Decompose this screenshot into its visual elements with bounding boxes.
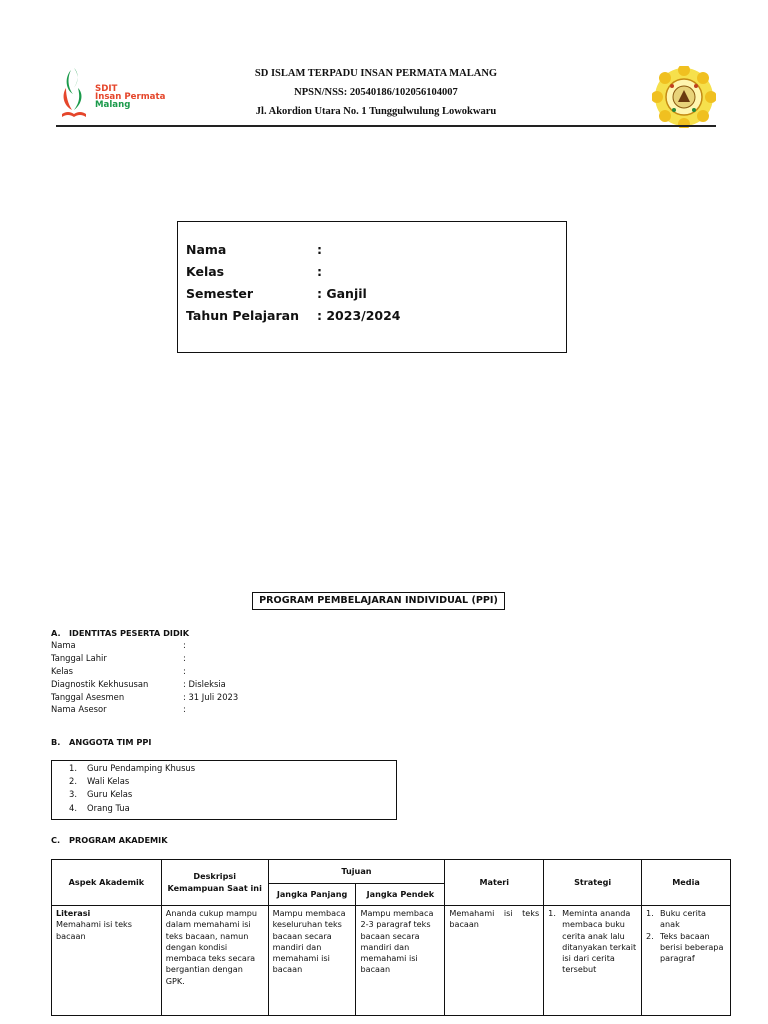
team-member: 3. Guru Kelas	[69, 789, 133, 800]
cell-aspek: Literasi Memahami isi teks bacaan	[52, 906, 162, 1016]
list-item: 1. Meminta ananda membaca buku cerita anak lalu ditanyakan terkait isi dari cerita tersebut	[548, 908, 637, 975]
header-jangka-pendek: Jangka Pendek	[356, 884, 445, 906]
student-cover-box: Nama : Kelas : Semester : Ganjil Tahun Pelajaran : 2023/2024	[177, 221, 567, 353]
cell-media	[642, 906, 731, 1016]
header-strategi: Strategi	[544, 860, 642, 906]
section-c-heading: C. PROGRAM AKADEMIK	[51, 835, 168, 845]
list-item: 1. Buku cerita anak	[646, 908, 707, 930]
header-materi: Materi	[445, 860, 544, 906]
school-npsn: NPSN/NSS: 20540186/102056104007	[294, 87, 458, 98]
team-list-box	[51, 760, 397, 820]
cell-strategi	[544, 906, 642, 1016]
header-aspek: Aspek Akademik	[52, 860, 162, 906]
section-a-heading: A. IDENTITAS PESERTA DIDIK	[51, 628, 190, 638]
school-logo-text: SDIT Insan Permata Malang	[95, 84, 166, 111]
cell-jangka-panjang: Mampu membaca keseluruhan teks bacaan secara mandiri dan memahami isi bacaan	[268, 906, 356, 1016]
ppi-title: PROGRAM PEMBELAJARAN INDIVIDUAL (PPI)	[252, 592, 505, 610]
cell-deskripsi: Ananda cukup mampu dalam memahami isi teks bacaan, namun dengan kondisi membaca teks secara bergantian dengan GPK.	[161, 906, 268, 1016]
header-media: Media	[642, 860, 731, 906]
header-tujuan: Tujuan	[268, 860, 445, 884]
school-emblem-icon	[58, 64, 92, 124]
school-address: Jl. Akordion Utara No. 1 Tunggulwulung Lowokwaru	[255, 106, 497, 117]
team-member: 4. Orang Tua	[69, 802, 130, 813]
school-name: SD ISLAM TERPADU INSAN PERMATA MALANG	[254, 68, 498, 79]
header-jangka-panjang: Jangka Panjang	[268, 884, 356, 906]
section-b-heading: B. ANGGOTA TIM PPI	[51, 737, 152, 747]
cell-materi: Memahami isi teks bacaan	[445, 906, 544, 1016]
header-divider	[56, 125, 716, 127]
school-seal-icon	[652, 66, 716, 128]
header-deskripsi: Deskripsi Kemampuan Saat ini	[161, 860, 268, 906]
school-logo-left	[58, 64, 168, 124]
table-row	[52, 906, 731, 1016]
academic-program-table	[51, 859, 731, 1016]
team-member: 2. Wali Kelas	[69, 776, 130, 787]
team-member: 1. Guru Pendamping Khusus	[69, 763, 196, 773]
cell-jangka-pendek: Mampu membaca 2-3 paragraf teks bacaan secara mandiri dan memahami isi bacaan	[356, 906, 445, 1016]
letterhead	[170, 64, 582, 121]
list-item: 2. Teks bacaan berisi beberapa paragraf	[646, 930, 724, 964]
